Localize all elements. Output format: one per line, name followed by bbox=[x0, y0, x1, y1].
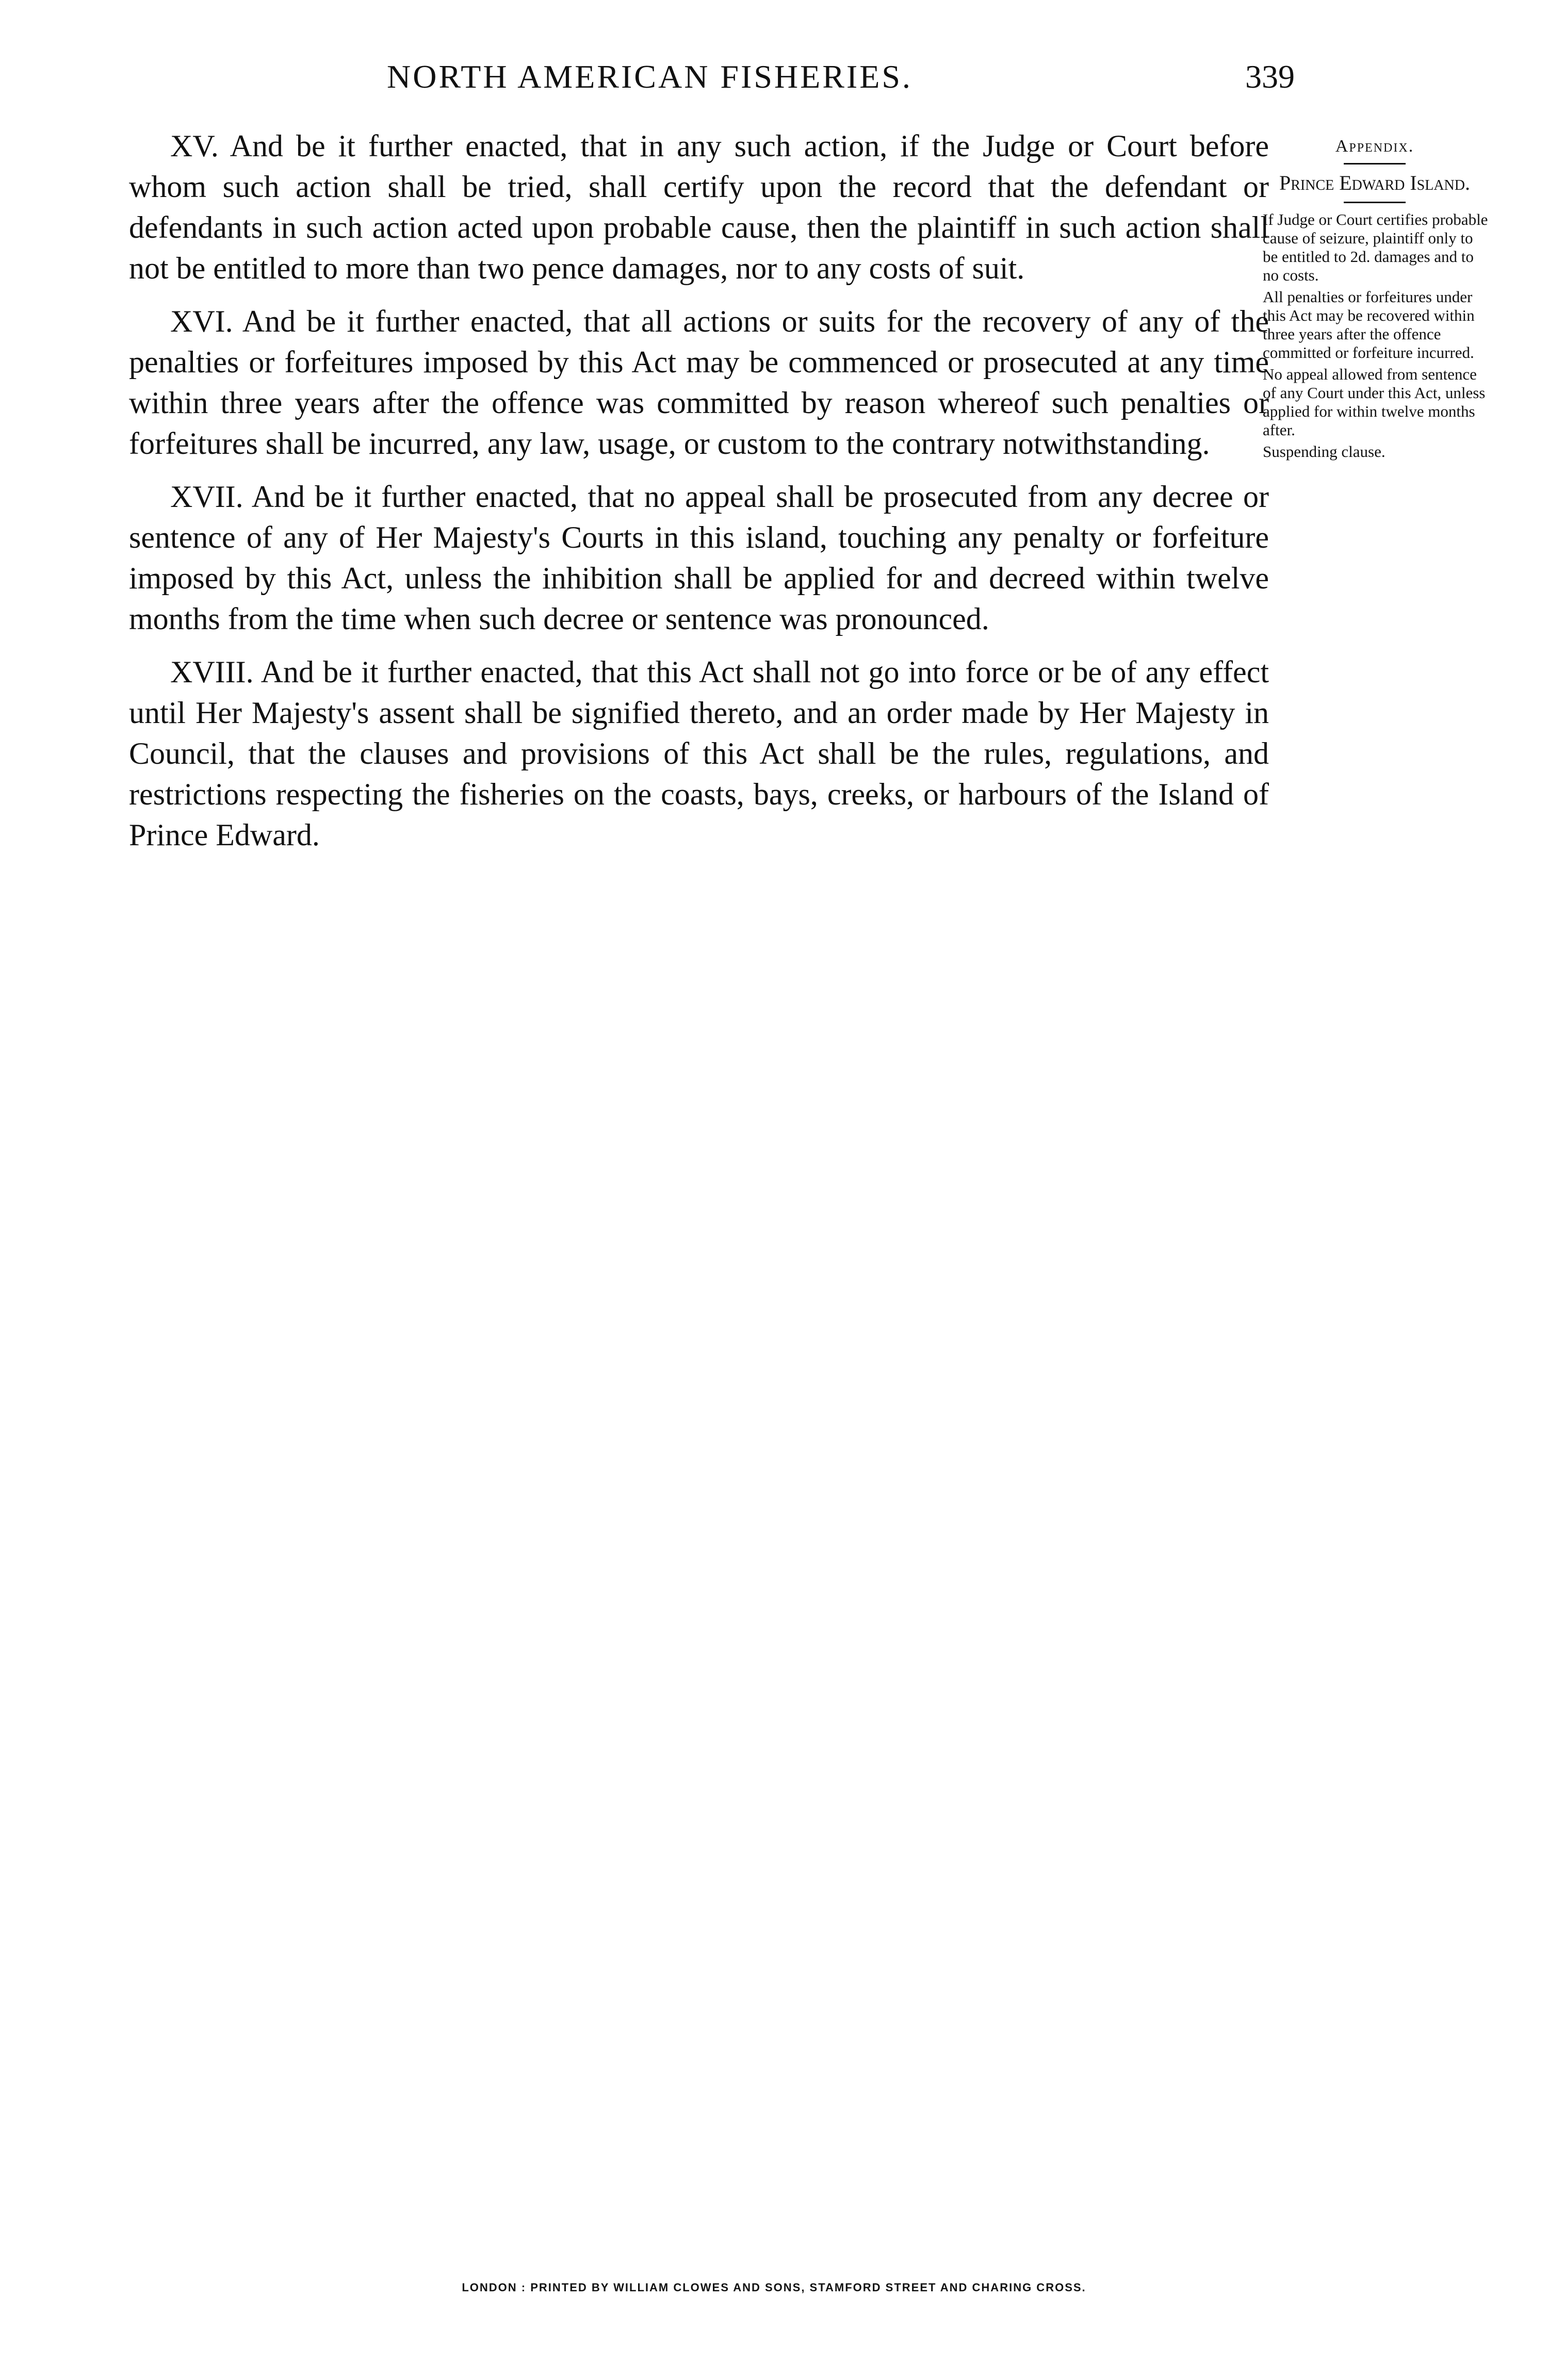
section-xvii bbox=[129, 477, 1269, 639]
section-text: XV. And be it further enacted, that in any such action, if the Judge or Court before whom such action shall be tried, shall certify upon the record that the defendant or defendants in such action acted upon probable cause, then the plaintiff in such action shall not be entitled to more than two pence damages, nor to any costs of suit. bbox=[129, 129, 1269, 285]
rule bbox=[1344, 163, 1406, 165]
section-xvi bbox=[129, 301, 1269, 464]
page-number: 339 bbox=[1245, 58, 1295, 95]
printer-imprint: LONDON : PRINTED BY WILLIAM CLOWES AND SONS, STAMFORD STREET AND CHARING CROSS. bbox=[462, 2281, 1086, 2294]
running-title: NORTH AMERICAN FISHERIES. bbox=[387, 58, 912, 95]
rule bbox=[1344, 202, 1406, 203]
main-text bbox=[129, 126, 1269, 868]
marginal-note: If Judge or Court certifies probable cause of seizure, plaintiff only to be entitled to 2d. damages and to no costs. bbox=[1263, 210, 1488, 284]
marginal-notes bbox=[1259, 137, 1491, 464]
appendix-heading: Appendix. bbox=[1335, 137, 1414, 156]
marginal-note: Suspending clause. bbox=[1263, 442, 1386, 461]
section-xviii bbox=[129, 652, 1269, 856]
section-xv bbox=[129, 126, 1269, 289]
marginal-note: No appeal allowed from sentence of any Court under this Act, unless applied for within twelve months after. bbox=[1263, 365, 1486, 439]
marginal-note: All penalties or forfeitures under this Act may be recovered within three years after the offence committed or forfeiture incurred. bbox=[1263, 288, 1475, 362]
island-heading: Prince Edward Island. bbox=[1279, 171, 1470, 194]
running-head bbox=[129, 58, 1295, 104]
section-text: XVI. And be it further enacted, that all actions or suits for the recovery of any of the penalties or forfeitures imposed by this Act may be commenced or prosecuted at any time within three years after the offence was committed by reason whereof such penalties or forfeitures shall be incurred, any law, usage, or custom to the contrary notwithstanding. bbox=[129, 304, 1269, 461]
section-text: XVII. And be it further enacted, that no appeal shall be prosecuted from any decree or sentence of any of Her Majesty's Courts in this island, touching any penalty or forfeiture imposed by this Act, unless the inhibition shall be applied for and decreed within twelve months from the time when such decree or sentence was pronounced. bbox=[129, 480, 1269, 636]
section-text: XVIII. And be it further enacted, that this Act shall not go into force or be of any effect until Her Majesty's assent shall be signified thereto, and an order made by Her Majesty in Council, that the clauses and provisions of this Act shall be the rules, regulations, and restrictions respecting the fisheries on the coasts, bays, creeks, or harbours of the Island of Prince Edward. bbox=[129, 655, 1269, 852]
